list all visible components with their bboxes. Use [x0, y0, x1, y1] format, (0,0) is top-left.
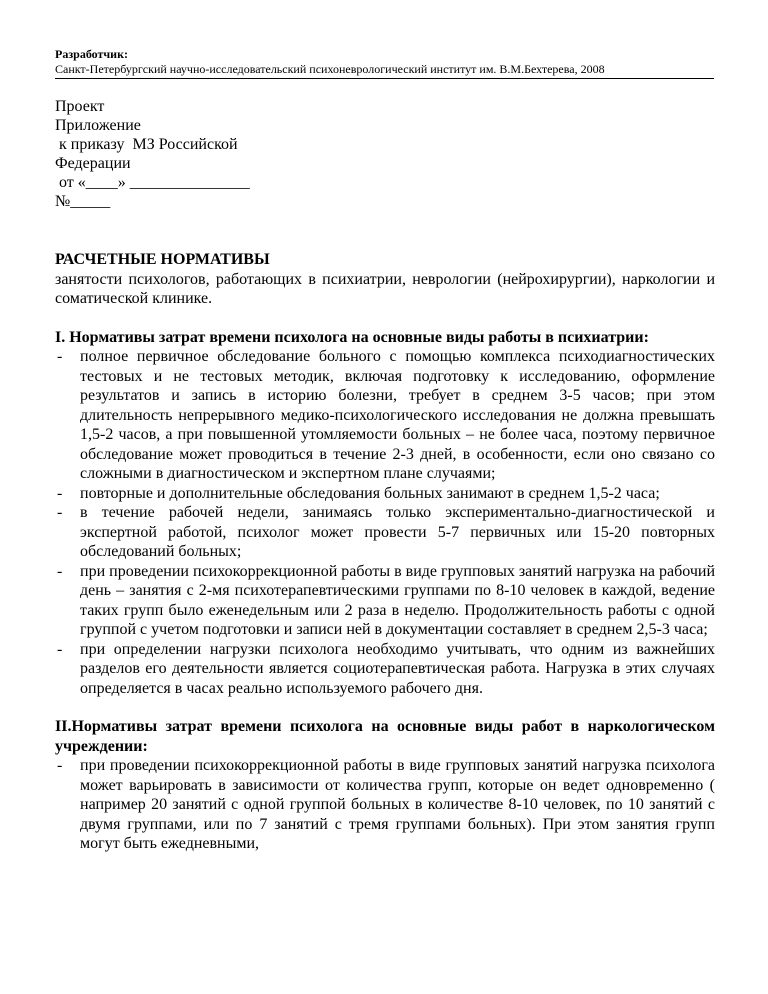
section-2-heading: II.Нормативы затрат времени психолога на основные виды работ в наркологическом учреждении: [55, 718, 715, 755]
project-line: Проект [55, 98, 105, 115]
list-item: - при определении нагрузки психолога необходимо учитывать, что одним из важнейших разделов его деятельности является социотерапевтическая работа. Нагрузка в этих случаях определяется в часах реально используемого рабочего дня. [55, 640, 715, 699]
section-1-list [55, 347, 715, 698]
list-item: - в течение рабочей недели, занимаясь только экспериментально-диагностической и экспертной работой, психолог может провести 5-7 первичных или 15-20 повторных обследований больных; [55, 503, 715, 562]
project-line: от «____» _______________ [55, 174, 250, 191]
project-line: Приложение [55, 117, 141, 134]
organization-line: Санкт-Петербургский научно-исследовательский психоневрологический институт им. В.М.Бехтерева, 2008 [55, 62, 714, 79]
list-item: - при проведении психокоррекционной работы в виде групповых занятий нагрузка на рабочий день – занятия с 2-мя психотерапевтическими группами по 8-10 человек в каждой, ведение таких групп было еженедельным или 2 раза в неделю. Продолжительность работы с одной группой с учетом подготовки и записи ней в документации составляет в среднем 2,5-3 часа; [55, 562, 715, 640]
section-2-list [55, 756, 715, 854]
list-item: - полное первичное обследование больного с помощью комплекса психодиагностических тестовых и не тестовых методик, включая подготовку к исследованию, оформление результатов и запись в историю болезни, требует в среднем 3-5 часов; при этом длительность непрерывного медико-психологического исследования не должна превышать 1,5-2 часов, а при повышенной утомляемости больных – не более часа, поэтому первичное обследование может проводиться в течение 2-3 дней, в особенности, если оно связано со сложными в диагностическом и экспертном плане случаями; [55, 347, 715, 484]
document-body [55, 250, 715, 854]
document-title: РАСЧЕТНЫЕ НОРМАТИВЫ [55, 251, 270, 268]
document-subtitle: занятости психологов, работающих в психиатрии, неврологии (нейрохирургии), наркологии и соматической клинике. [55, 270, 715, 307]
project-line: №_____ [55, 193, 111, 210]
list-item: - повторные и дополнительные обследования больных занимают в среднем 1,5-2 часа; [55, 484, 715, 504]
section-1-heading: I. Нормативы затрат времени психолога на основные виды работы в психиатрии: [55, 328, 649, 346]
project-line: Федерации [55, 155, 131, 172]
list-item: - при проведении психокоррекционной работы в виде групповых занятий нагрузка психолога может варьировать в зависимости от количества групп, которые он ведет одновременно ( например 20 занятий с одной группой больных в количестве 8-10 человек, по 10 занятий с двумя группами, или по 7 занятий с тремя группами больных). При этом занятия групп могут быть ежедневными, [55, 756, 715, 854]
project-line: к приказу МЗ Российской [55, 136, 238, 153]
document-header [55, 47, 714, 79]
project-block [55, 97, 250, 211]
developer-label: Разработчик: [55, 47, 128, 61]
